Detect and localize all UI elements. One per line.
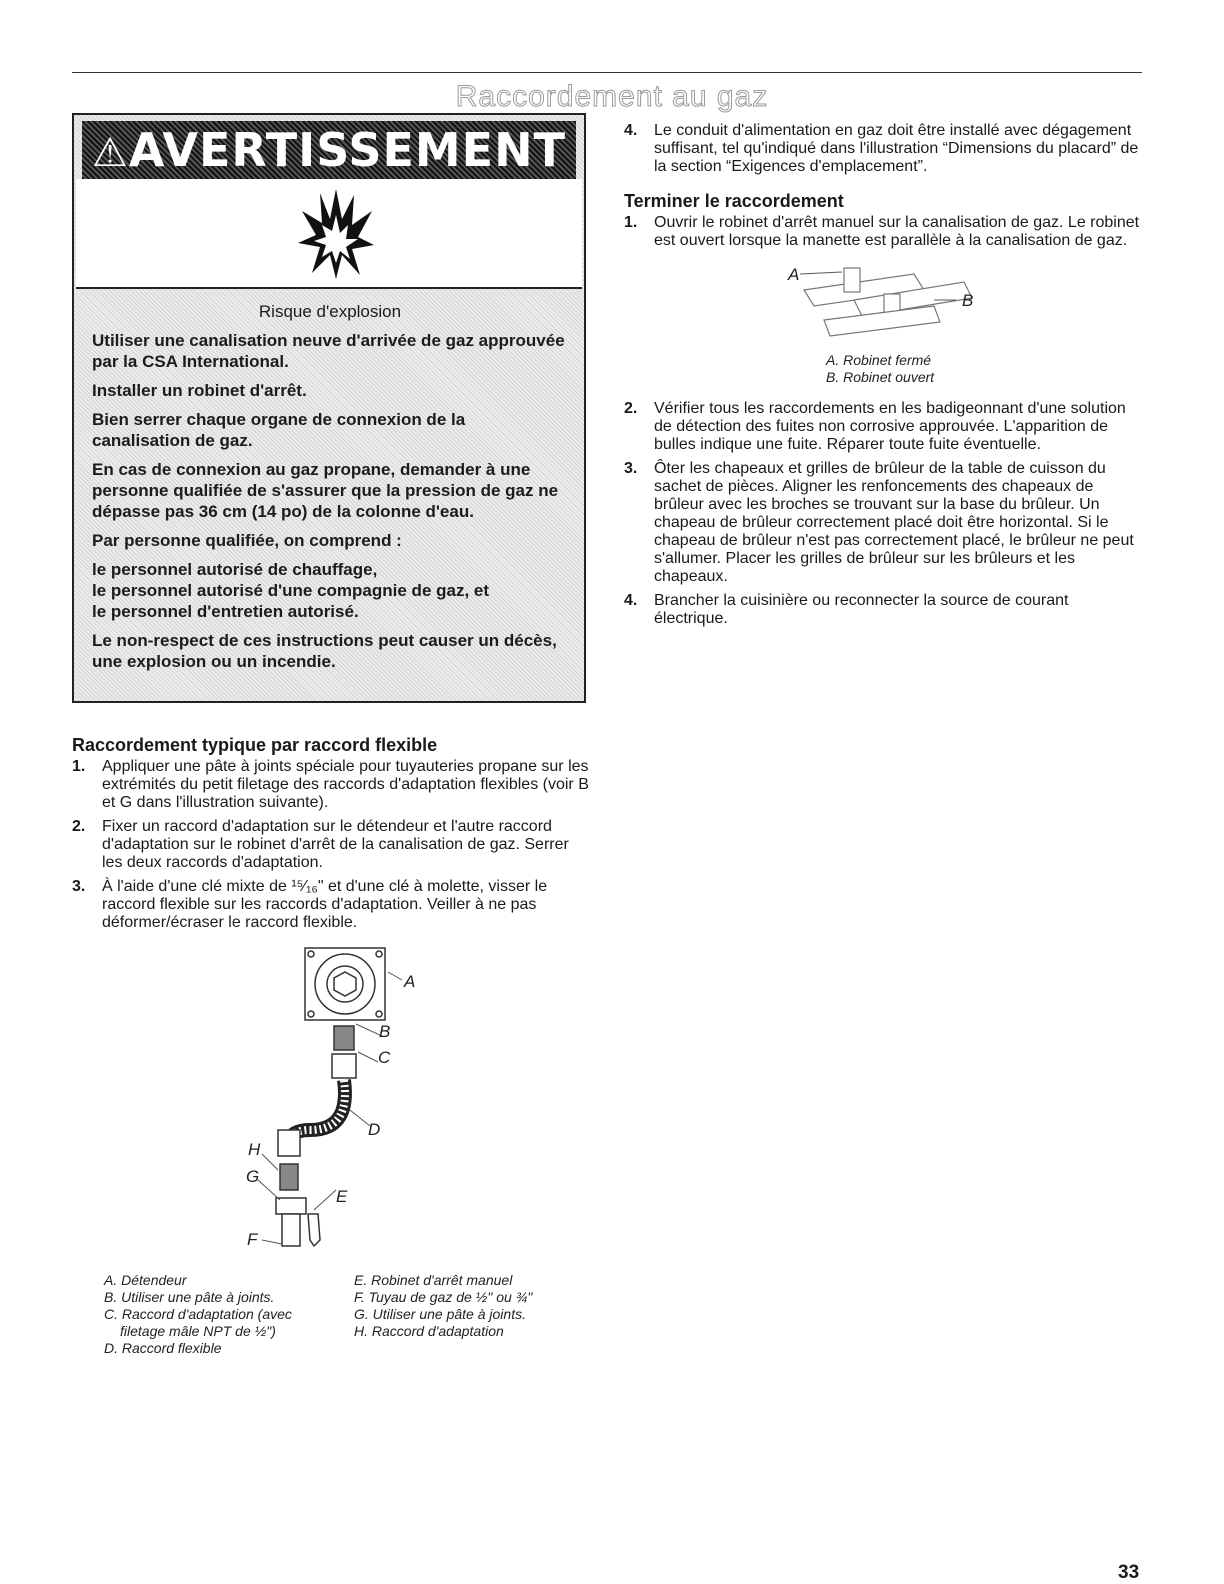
- step-list-prev: [624, 122, 1142, 176]
- step-number: 1.: [72, 758, 86, 775]
- top-rule: [72, 72, 1142, 73]
- step-number: 4.: [624, 122, 638, 139]
- step-text: Fixer un raccord d'adaptation sur le détendeur et l'autre raccord d'adaptation sur le robinet d'arrêt de la canalisation de gaz. Serrer les deux raccords d'adaptation.: [102, 818, 569, 871]
- caption: A. Détendeur: [104, 1272, 187, 1288]
- valve-diagram: [784, 260, 984, 346]
- adapter-g: [280, 1164, 298, 1190]
- qualified-item: le personnel autorisé de chauffage,: [92, 560, 378, 579]
- step-number: 1.: [624, 214, 638, 231]
- label-d: D: [368, 1120, 381, 1139]
- step-text: Ôter les chapeaux et grilles de brûleur de la table de cuisson du sachet de pièces. Aligner les renfoncements des chapeaux de brûleur avec les broches se trouvant sur la base du brûleur. Un chapeau de brûleur correctement placé doit être horizontal. Si le chapeau de brûleur n'est pas correctement placé, le brûleur ne peut s'allumer. Placer les grilles de brûleur sur les brûleurs et les chapeaux.: [654, 460, 1134, 585]
- page-number: 33: [1118, 1562, 1140, 1583]
- caption: B. Utiliser une pâte à joints.: [104, 1289, 275, 1305]
- caption: B. Robinet ouvert: [826, 369, 935, 385]
- flex-section: [72, 736, 592, 938]
- qualified-list: [92, 559, 568, 622]
- label-f: F: [247, 1230, 258, 1249]
- warning-header: [82, 121, 576, 179]
- warning-text: [92, 301, 568, 680]
- warning-pictogram: [76, 179, 582, 289]
- warning-paragraph: Installer un robinet d'arrêt.: [92, 381, 307, 400]
- gas-pipe-f: [282, 1214, 300, 1246]
- valve-body: [276, 1198, 306, 1214]
- finish-steps-2: [624, 400, 1142, 628]
- page-title: Raccordement au gaz: [455, 80, 769, 113]
- step-number: 2.: [72, 818, 86, 835]
- warning-header-text: AVERTISSEMENT: [128, 123, 566, 177]
- qualified-item: le personnel autorisé d'une compagnie de gaz, et: [92, 581, 490, 600]
- list-item: [624, 460, 1142, 586]
- caption: G. Utiliser une pâte à joints.: [354, 1306, 526, 1322]
- captions-left: [104, 1272, 334, 1357]
- list-item: [624, 592, 1142, 628]
- step-text: Vérifier tous les raccordements en les badigeonnant d'une solution de détection des fuites non corrosive approuvée. L'apparition de bulles indique une fuite. Réparer toute fuite éventuelle.: [654, 400, 1126, 453]
- list-item: [624, 122, 1142, 176]
- list-item: [72, 878, 592, 932]
- list-item: [624, 214, 1142, 250]
- valve-label-a: A: [788, 265, 800, 284]
- adapter-h: [278, 1130, 300, 1156]
- warning-paragraph: Bien serrer chaque organe de connexion de la canalisation de gaz.: [92, 410, 466, 450]
- valve-handle: [308, 1214, 320, 1246]
- caption: A. Robinet fermé: [826, 352, 932, 368]
- flex-steps: [72, 758, 592, 932]
- step-number: 4.: [624, 592, 638, 609]
- step-text: Brancher la cuisinière ou reconnecter la source de courant électrique.: [654, 592, 1069, 627]
- list-item: [624, 400, 1142, 454]
- adapter-c: [332, 1054, 356, 1078]
- valve-captions: [826, 352, 1142, 386]
- warning-paragraph: En cas de connexion au gaz propane, demander à une personne qualifiée de s'assurer que la pression de gaz ne dépasse pas 36 cm (14 po) de la colonne d'eau.: [92, 460, 559, 521]
- flex-connector-diagram: [230, 940, 430, 1270]
- warning-paragraph: Par personne qualifiée, on comprend :: [92, 531, 402, 550]
- qualified-item: le personnel d'entretien autorisé.: [92, 602, 359, 621]
- explosion-icon: [296, 185, 376, 281]
- step-text: À l'aide d'une clé mixte de ¹⁵⁄₁₆" et d'une clé à molette, visser le raccord flexible sur les raccords d'adaptation. Veiller à ne pas déformer/écraser le raccord flexible.: [102, 878, 548, 931]
- caption: C. Raccord d'adaptation (avec filetage mâle NPT de ½"): [104, 1306, 292, 1339]
- step-text: Appliquer une pâte à joints spéciale pour tuyauteries propane sur les extrémités du petit filetage des raccords d'adaptation flexibles (voir B et G dans l'illustration suivante).: [102, 758, 589, 811]
- step-text: Le conduit d'alimentation en gaz doit être installé avec dégagement suffisant, tel qu'indiqué dans l'illustration “Dimensions du placard” de la section “Exigences d'emplacement”.: [654, 122, 1139, 175]
- label-g: G: [246, 1167, 260, 1186]
- warning-closing: Le non-respect de ces instructions peut causer un décès, une explosion ou un incendie.: [92, 631, 557, 671]
- step-text: Ouvrir le robinet d'arrêt manuel sur la canalisation de gaz. Le robinet est ouvert lorsque la manette est parallèle à la canalisation de gaz.: [654, 214, 1140, 249]
- valve-label-b: B: [962, 291, 974, 310]
- label-c: C: [378, 1048, 391, 1067]
- warning-triangle-icon: ⚠: [92, 130, 129, 176]
- label-e: E: [336, 1187, 348, 1206]
- captions-right: [354, 1272, 584, 1340]
- caption: D. Raccord flexible: [104, 1340, 222, 1356]
- warning-box: [72, 113, 586, 703]
- step-number: 2.: [624, 400, 638, 417]
- finish-heading: Terminer le raccordement: [624, 191, 844, 211]
- finish-steps-1: [624, 214, 1142, 250]
- list-item: [72, 758, 592, 812]
- warning-paragraph: Utiliser une canalisation neuve d'arrivée de gaz approuvée par la CSA International.: [92, 331, 565, 371]
- caption: F. Tuyau de gaz de ½" ou ¾": [354, 1289, 533, 1305]
- caption: H. Raccord d'adaptation: [354, 1323, 504, 1339]
- label-a: A: [404, 972, 416, 991]
- list-item: [72, 818, 592, 872]
- caption: E. Robinet d'arrêt manuel: [354, 1272, 513, 1288]
- label-h: H: [248, 1140, 261, 1159]
- adapter-b: [334, 1026, 354, 1050]
- label-b: B: [379, 1022, 391, 1041]
- flex-heading: Raccordement typique par raccord flexible: [72, 735, 438, 755]
- step-number: 3.: [72, 878, 86, 895]
- warning-subtitle: Risque d'explosion: [258, 302, 402, 321]
- step-number: 3.: [624, 460, 638, 477]
- right-column: [624, 122, 1142, 634]
